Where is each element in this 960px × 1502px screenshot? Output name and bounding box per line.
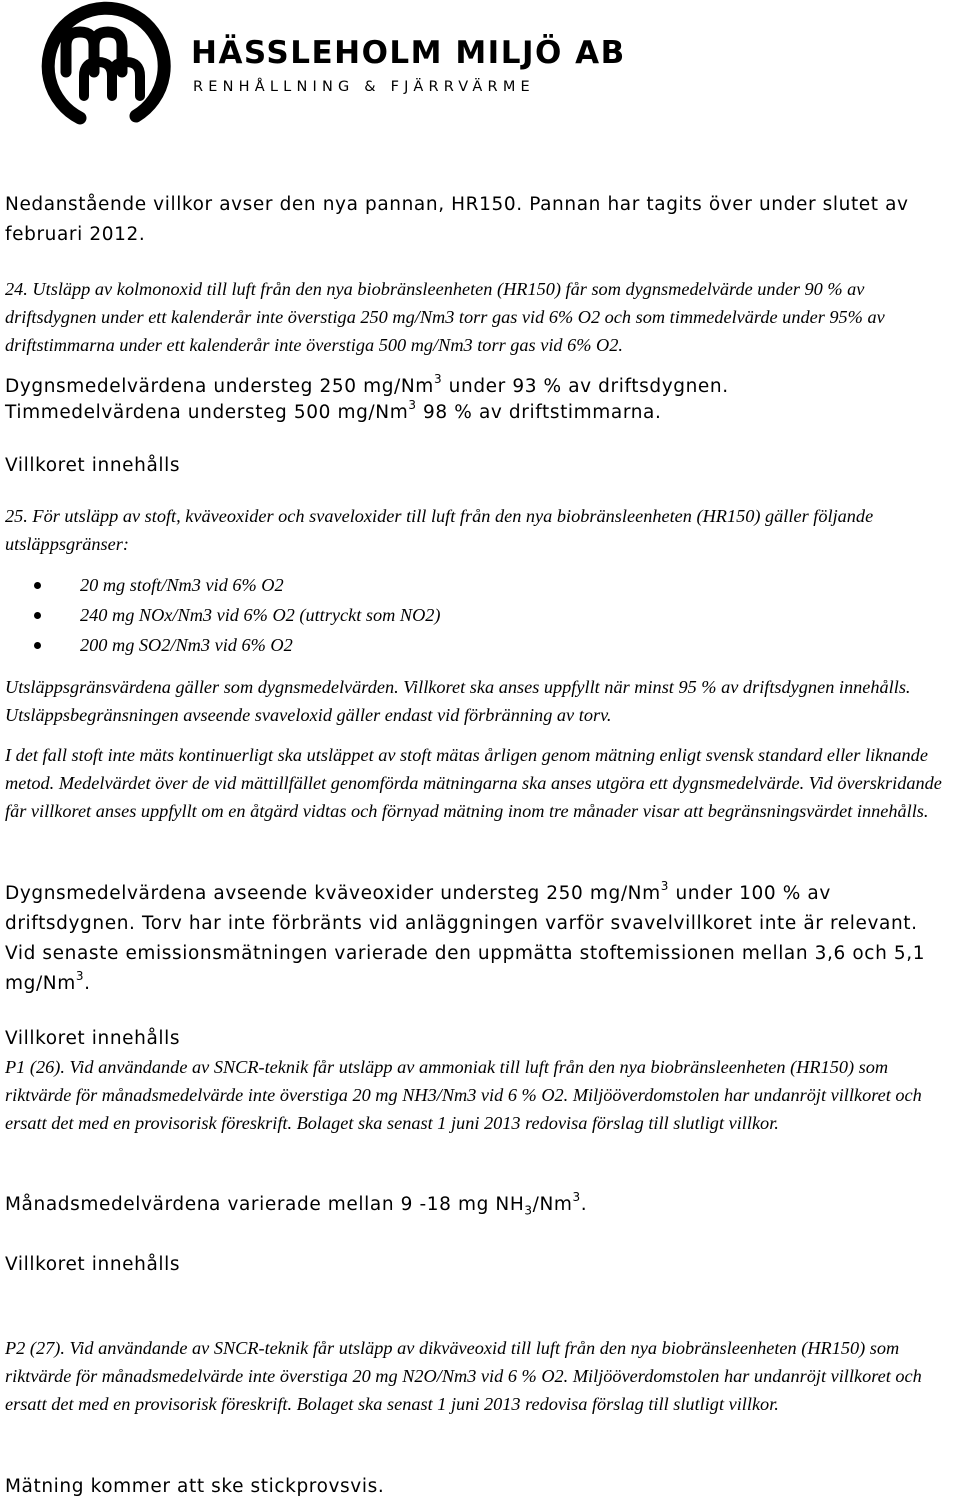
bullet-icon — [34, 612, 41, 619]
bullet-icon — [34, 642, 41, 649]
bullet-icon — [34, 582, 41, 589]
list-item: 20 mg stoft/Nm3 vid 6% O2 — [0, 570, 441, 600]
company-logo-icon — [28, 0, 178, 130]
company-division: RENHÅLLNING & FJÄRRVÄRME — [193, 79, 535, 95]
condition-p1-result: Månadsmedelvärdena varierade mellan 9 -18 mg $NH_3/Nm^3$. — [5, 1189, 588, 1218]
condition-24-status: Villkoret innehålls — [5, 455, 181, 476]
condition-25-result: Dygnsmedelvärdena avseende kväveoxider understeg 250 mg/Nm$^3$ under 100 % av driftsdygnen. Torv har inte förbränts vid anläggningen varför svavelvillkoret inte är relevant. Vid senaste emissionsmätningen varierade den uppmätta stoftemissionen mellan 3,6 och 5,1 mg/Nm$^3$. — [5, 878, 926, 994]
condition-p1-status: Villkoret innehålls — [5, 1254, 181, 1275]
list-item: 200 mg SO2/Nm3 vid 6% O2 — [0, 630, 441, 660]
condition-p2-text: P2 (27). Vid användande av SNCR-teknik får utsläpp av dikväveoxid till luft från den nya biobränsleenheten (HR150) som riktvärde för månadsmedelvärde inte överstiga 20 mg N2O/Nm3 vid 6 % O2. Miljööverdomstolen har undanröjt villkoret och ersatt det med en provisorisk föreskrift. Bolaget ska senast 1 juni 2013 redovisa förslag till slutligt villkor. — [5, 1338, 922, 1414]
condition-25-paragraph-1: Utsläppsgränsvärdena gäller som dygnsmedelvärden. Villkoret ska anses uppfyllt när minst 95 % av driftsdygnen innehålls. Utsläppsbegränsningen avseende svaveloxid gäller endast vid förbränning av torv. — [5, 677, 911, 725]
condition-25-status: Villkoret innehålls — [5, 1028, 181, 1049]
condition-24-result-hourly: Timmedelvärdena understeg 500 mg/Nm$^3$ 98 % av driftstimmarna. — [5, 397, 662, 423]
intro-paragraph: Nedanstående villkor avser den nya pannan, HR150. Pannan har tagits över under slutet av februari 2012. — [5, 194, 909, 245]
condition-p1-text: P1 (26). Vid användande av SNCR-teknik får utsläpp av ammoniak till luft från den nya biobränsleenheten (HR150) som riktvärde för månadsmedelvärde inte överstiga 20 mg NH3/Nm3 vid 6 % O2. Miljööverdomstolen har undanröjt villkoret och ersatt det med en provisorisk föreskrift. Bolaget ska senast 1 juni 2013 redovisa förslag till slutligt villkor. — [5, 1057, 922, 1133]
emission-limits-list — [0, 570, 441, 660]
condition-25-text: 25. För utsläpp av stoft, kväveoxider och svaveloxider till luft från den nya biobränsleenheten (HR150) gäller följande utsläppsgränser: — [5, 506, 874, 554]
condition-24-text: 24. Utsläpp av kolmonoxid till luft från den nya biobränsleenheten (HR150) får som dygnsmedelvärde under 90 % av driftsdygnen under ett kalenderår inte överstiga 250 mg/Nm3 torr gas vid 6% O2 och som timmedelvärde under 95% av driftstimmarna under ett kalenderår inte överstiga 500 mg/Nm3 torr gas vid 6% O2. — [5, 279, 885, 355]
company-name: HÄSSLEHOLM MILJÖ AB — [191, 35, 626, 71]
condition-25-paragraph-2: I det fall stoft inte mäts kontinuerligt ska utsläppet av stoft mätas årligen genom mätning enligt svensk standard eller liknande metod. Medelvärdet över de vid mättillfället genomförda mätningarna ska anses utgöra ett dygnsmedelvärde. Vid överskridande får villkoret anses uppfyllt om en åtgärd vidtas och förnyad mätning inom tre månader visar att begränsningsvärdet innehålls. — [5, 745, 942, 821]
letterhead — [28, 0, 628, 130]
condition-p2-result: Mätning kommer att ske stickprovsvis. — [5, 1476, 385, 1497]
list-item: 240 mg NOx/Nm3 vid 6% O2 (uttryckt som NO2) — [0, 600, 441, 630]
condition-24-result-daily: Dygnsmedelvärdena understeg 250 mg/Nm$^3$ under 93 % av driftsdygnen. — [5, 371, 729, 397]
